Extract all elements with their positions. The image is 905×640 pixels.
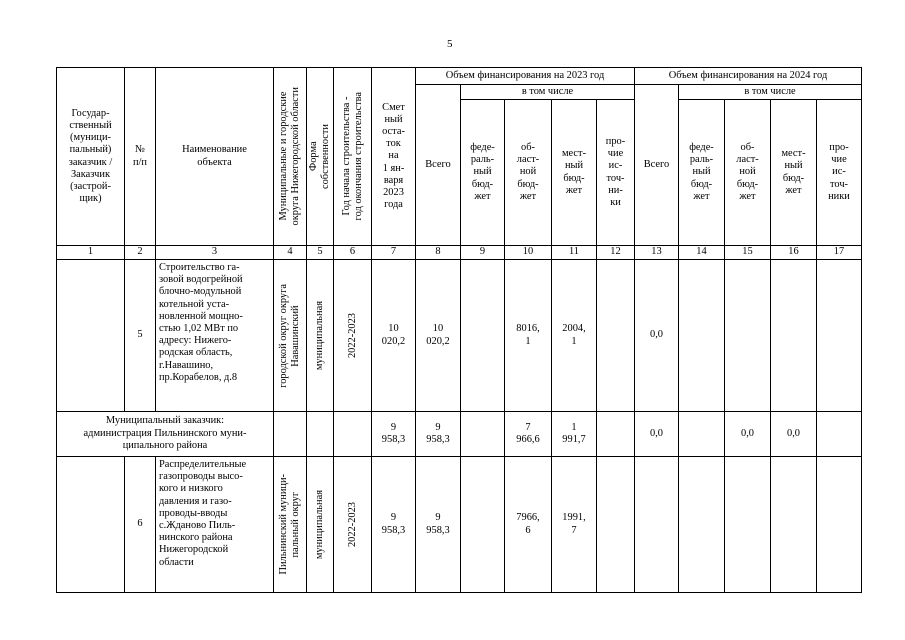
row2-regional-2023: 7966, 6 — [505, 457, 552, 593]
row2-remainder: 9 958,3 — [372, 457, 416, 593]
header-fin-2023: Объем финансирования на 2023 год — [416, 68, 635, 85]
row1-other-2024 — [817, 260, 862, 412]
row1-regional-2023: 8016, 1 — [505, 260, 552, 412]
group-other-2023 — [597, 412, 635, 457]
group-total-2023: 9 958,3 — [416, 412, 461, 457]
row2-num: 6 — [125, 457, 156, 593]
row1-federal-2023 — [461, 260, 505, 412]
row1-municipal: городской округ округа Навашинский — [274, 260, 307, 412]
column-number: 4 — [274, 246, 307, 260]
column-number: 11 — [552, 246, 597, 260]
row1-regional-2024 — [725, 260, 771, 412]
row1-local-2024 — [771, 260, 817, 412]
group-years — [334, 412, 372, 457]
row2-years: 2022-2023 — [334, 457, 372, 593]
group-federal-2024 — [679, 412, 725, 457]
column-number: 14 — [679, 246, 725, 260]
group-regional-2024: 0,0 — [725, 412, 771, 457]
column-number: 5 — [307, 246, 334, 260]
row1-total-2023: 10 020,2 — [416, 260, 461, 412]
header-federal-2023: феде- раль- ный бюд- жет — [461, 100, 505, 246]
header-years: Год начала строительства - год окончания строительства — [334, 68, 372, 246]
column-number: 1 — [57, 246, 125, 260]
header-other-2023: про- чие ис- точ- ни- ки — [597, 100, 635, 246]
column-number: 15 — [725, 246, 771, 260]
column-number: 7 — [372, 246, 416, 260]
group-local-2023: 1 991,7 — [552, 412, 597, 457]
header-local-2024: мест- ный бюд- жет — [771, 100, 817, 246]
header-federal-2024: феде- раль- ный бюд- жет — [679, 100, 725, 246]
header-num: № п/п — [125, 68, 156, 246]
row2-other-2023 — [597, 457, 635, 593]
row1-years: 2022-2023 — [334, 260, 372, 412]
column-number: 3 — [156, 246, 274, 260]
column-number: 8 — [416, 246, 461, 260]
row2-total-2023: 9 958,3 — [416, 457, 461, 593]
column-number: 12 — [597, 246, 635, 260]
group-municipal — [274, 412, 307, 457]
header-incl-2023: в том числе — [461, 85, 635, 100]
row1-num: 5 — [125, 260, 156, 412]
row2-federal-2023 — [461, 457, 505, 593]
group-other-2024 — [817, 412, 862, 457]
column-number: 9 — [461, 246, 505, 260]
header-regional-2023: об- ласт- ной бюд- жет — [505, 100, 552, 246]
row2-name: Распределительные газопроводы высо- кого и низкого давления и газо- проводы-вводы с.Жданово Пиль- нинского района Нижегородской области — [156, 457, 274, 593]
column-number: 17 — [817, 246, 862, 260]
header-total-2024: Всего — [635, 85, 679, 246]
row2-regional-2024 — [725, 457, 771, 593]
page-number: 5 — [447, 38, 453, 50]
group-regional-2023: 7 966,6 — [505, 412, 552, 457]
column-number: 13 — [635, 246, 679, 260]
table-row — [57, 260, 862, 412]
header-regional-2024: об- ласт- ной бюд- жет — [725, 100, 771, 246]
group-remainder: 9 958,3 — [372, 412, 416, 457]
row2-other-2024 — [817, 457, 862, 593]
column-number: 2 — [125, 246, 156, 260]
row1-remainder: 10 020,2 — [372, 260, 416, 412]
row2-local-2024 — [771, 457, 817, 593]
row2-form: муниципальная — [307, 457, 334, 593]
row1-local-2023: 2004, 1 — [552, 260, 597, 412]
header-municipal: Муниципальные и городские округа Нижегородской области — [274, 68, 307, 246]
row2-municipal: Пильнинский муници- пальный округ — [274, 457, 307, 593]
header-name: Наименование объекта — [156, 68, 274, 246]
group-local-2024: 0,0 — [771, 412, 817, 457]
row1-form: муниципальная — [307, 260, 334, 412]
row1-customer — [57, 260, 125, 412]
group-federal-2023 — [461, 412, 505, 457]
column-number: 6 — [334, 246, 372, 260]
row2-federal-2024 — [679, 457, 725, 593]
header-fin-2024: Объем финансирования на 2024 год — [635, 68, 862, 85]
row1-other-2023 — [597, 260, 635, 412]
customer-group-row — [57, 412, 862, 457]
group-total-2024: 0,0 — [635, 412, 679, 457]
group-label: Муниципальный заказчик: администрация Пильнинского муни- ципального района — [57, 412, 274, 457]
header-other-2024: про- чие ис- точ- ники — [817, 100, 862, 246]
row2-total-2024 — [635, 457, 679, 593]
header-incl-2024: в том числе — [679, 85, 862, 100]
header-customer: Государ- ственный (муници- пальный) заказчик / Заказчик (застрой- щик) — [57, 68, 125, 246]
header-remainder: Смет ный оста- ток на 1 ян- варя 2023 года — [372, 68, 416, 246]
column-number: 16 — [771, 246, 817, 260]
header-form: Форма собственности — [307, 68, 334, 246]
group-form — [307, 412, 334, 457]
column-number-row — [57, 246, 862, 260]
row1-total-2024: 0,0 — [635, 260, 679, 412]
header-total-2023: Всего — [416, 85, 461, 246]
column-number: 10 — [505, 246, 552, 260]
header-local-2023: мест- ный бюд- жет — [552, 100, 597, 246]
row1-name: Строительство га- зовой водогрейной блочно-модульной котельной уста- новленной мощно- стью 1,02 МВт по адресу: Нижего- родская область, г.Навашино, пр.Корабелов, д.8 — [156, 260, 274, 412]
row1-federal-2024 — [679, 260, 725, 412]
table-row — [57, 457, 862, 593]
financing-table — [56, 67, 862, 593]
row2-customer — [57, 457, 125, 593]
row2-local-2023: 1991, 7 — [552, 457, 597, 593]
